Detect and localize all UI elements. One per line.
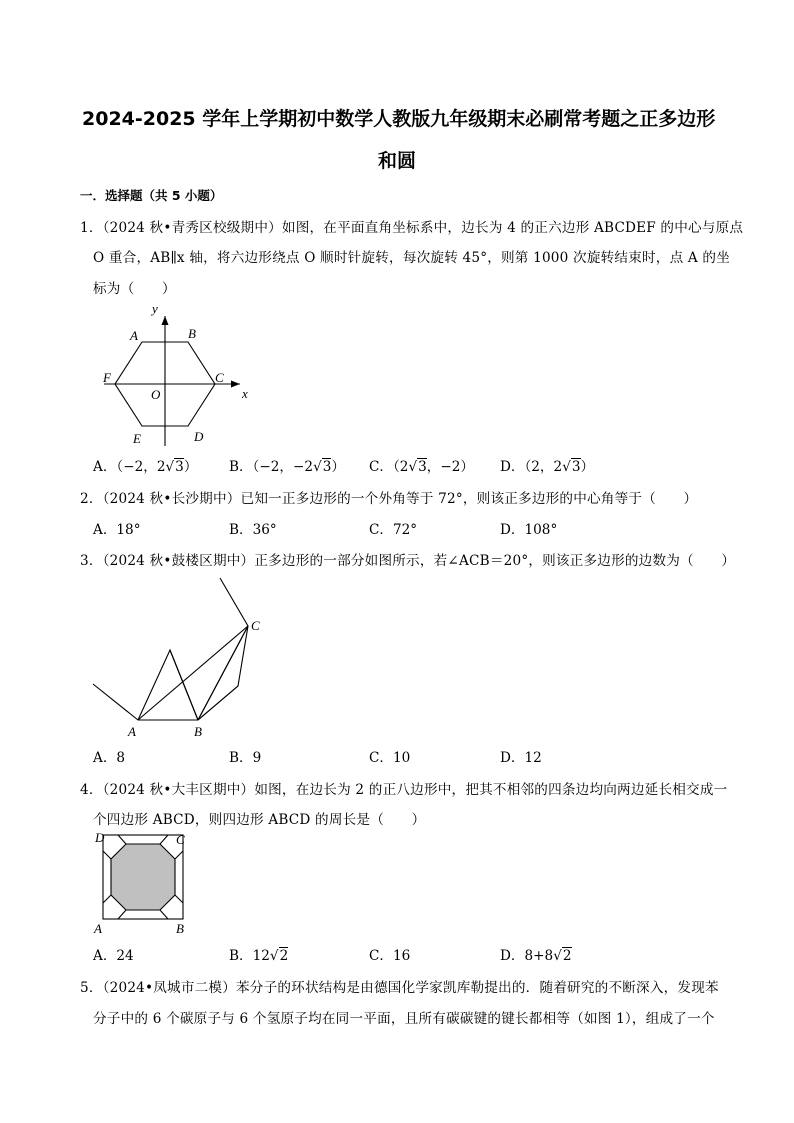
- q1-option-c[interactable]: [369, 455, 474, 475]
- q1-option-b-radicand: 3: [322, 459, 332, 475]
- q4-option-d-radicand: 2: [562, 948, 572, 964]
- q1-option-a[interactable]: [93, 455, 197, 475]
- section-header: 一．选择题（共 5 小题）: [80, 188, 223, 203]
- ext-line-5: [175, 895, 183, 903]
- q2-option-a[interactable]: A．18°: [93, 522, 141, 538]
- segment-diagonal: [170, 650, 198, 720]
- q1-option-a-text: A．（−2，2: [93, 459, 166, 475]
- sqrt-symbol: √: [553, 948, 562, 964]
- q3-option-b[interactable]: B．9: [229, 750, 262, 766]
- sqrt-symbol: √: [313, 459, 322, 475]
- q4-option-c[interactable]: C．16: [369, 948, 411, 964]
- q1-option-d-tail: ）: [580, 459, 595, 475]
- regular-octagon: [111, 844, 175, 910]
- question-4-line-1: 4．（2024 秋•大丰区期中）如图，在边长为 2 的正八边形中，把其不相邻的四条边均向两边延长相交成一: [80, 782, 728, 798]
- q3-option-c[interactable]: C．10: [369, 750, 411, 766]
- segment-ac: [138, 626, 248, 720]
- q2-option-d[interactable]: D．108°: [500, 522, 558, 538]
- label-b: B: [176, 921, 184, 936]
- ext-line-4: [175, 851, 183, 859]
- page-title-line2: 和圆: [378, 150, 417, 172]
- q2-option-b[interactable]: B．36°: [229, 522, 277, 538]
- sqrt-symbol: √: [269, 948, 279, 964]
- ext-line-3: [160, 835, 168, 844]
- question-5-line-1: 5．（2024•凤城市二模）苯分子的环状结构是由德国化学家凯库勒提出的．随着研究的不断深入，发现苯: [80, 980, 719, 996]
- q1-option-b-tail: ）: [331, 459, 345, 475]
- question-2-line-1: 2．（2024 秋•长沙期中）已知一正多边形的一个外角等于 72°，则该正多边形的中心角等于（ ）: [80, 491, 698, 507]
- q4-option-a[interactable]: A．24: [93, 948, 134, 964]
- inner-triangle: [138, 650, 198, 720]
- q4-option-b-radicand: 2: [279, 948, 289, 964]
- q1-option-c-tail: ，−2）: [426, 459, 474, 475]
- label-a: A: [128, 724, 136, 739]
- q1-hexagon-figure: [90, 298, 260, 450]
- question-1-line-3: 标为（ ）: [93, 281, 176, 297]
- sqrt-symbol: √: [562, 459, 571, 475]
- q4-option-b[interactable]: [229, 944, 288, 964]
- q4-octagon-figure: [90, 826, 200, 938]
- label-d: D: [95, 830, 105, 845]
- ext-line-8: [103, 895, 111, 903]
- q1-option-d[interactable]: [500, 455, 594, 475]
- q3-option-d[interactable]: D．12: [500, 750, 542, 766]
- label-d: D: [194, 429, 204, 444]
- y-axis-arrow: [162, 316, 169, 325]
- ext-line-2: [118, 835, 126, 844]
- q1-option-a-radicand: 3: [175, 459, 184, 475]
- label-a: A: [94, 921, 102, 936]
- question-4-line-2: 个四边形 ABCD，则四边形 ABCD 的周长是（ ）: [93, 812, 426, 828]
- q4-option-b-text: B．12: [229, 948, 270, 964]
- q3-option-a[interactable]: A．8: [93, 750, 126, 766]
- q1-option-c-text: C．（2: [369, 459, 409, 475]
- label-c: C: [176, 832, 185, 847]
- q1-option-a-tail: ）: [183, 459, 198, 475]
- q1-option-d-radicand: 3: [571, 459, 581, 475]
- label-a: A: [130, 328, 138, 343]
- sqrt-symbol: √: [165, 459, 175, 475]
- sqrt-symbol: √: [408, 459, 418, 475]
- question-5-line-2: 分子中的 6 个碳原子与 6 个氢原子均在同一平面，且所有碳碳键的键长都相等（如图 1），组成了一个: [93, 1011, 715, 1027]
- ext-line-7: [118, 910, 126, 919]
- ext-line-6: [160, 910, 168, 919]
- q1-option-d-text: D．（2，2: [500, 459, 563, 475]
- question-1-line-1: 1．（2024 秋•青秀区校级期中）如图，在平面直角坐标系中，边长为 4 的正六边形 ABCDEF 的中心与原点: [80, 220, 744, 236]
- label-o: O: [151, 387, 161, 402]
- label-f: F: [103, 370, 111, 385]
- polygon-partial-outline: [93, 578, 248, 720]
- q4-option-d-text: D．8+8: [500, 948, 554, 964]
- q4-option-d[interactable]: [500, 944, 572, 964]
- q3-polygon-figure: [88, 574, 278, 740]
- label-b: B: [188, 326, 196, 341]
- ext-line-1: [103, 851, 111, 859]
- page-title-line1: 2024-2025 学年上学期初中数学人教版九年级期末必刷常考题之正多边形: [82, 108, 716, 130]
- q1-option-b[interactable]: [229, 455, 345, 475]
- q1-option-c-radicand: 3: [418, 459, 427, 475]
- label-c: C: [215, 370, 224, 385]
- x-axis-arrow: [231, 381, 240, 388]
- question-1-line-2: O 重合，AB∥x 轴，将六边形绕点 O 顺时针旋转，每次旋转 45°，则第 1000 次旋转结束时，点 A 的坐: [93, 250, 731, 266]
- label-e: E: [133, 431, 141, 446]
- label-c: C: [251, 618, 260, 633]
- segment-edge: [198, 686, 238, 720]
- question-3-line-1: 3．（2024 秋•鼓楼区期中）正多边形的一部分如图所示，若∠ACB＝20°，则该正多边形的边数为（ ）: [80, 553, 736, 569]
- label-x: x: [242, 386, 248, 401]
- label-b: B: [194, 724, 202, 739]
- q1-option-b-text: B．（−2，−2: [229, 459, 314, 475]
- label-y: y: [152, 301, 158, 316]
- q2-option-c[interactable]: C．72°: [369, 522, 418, 538]
